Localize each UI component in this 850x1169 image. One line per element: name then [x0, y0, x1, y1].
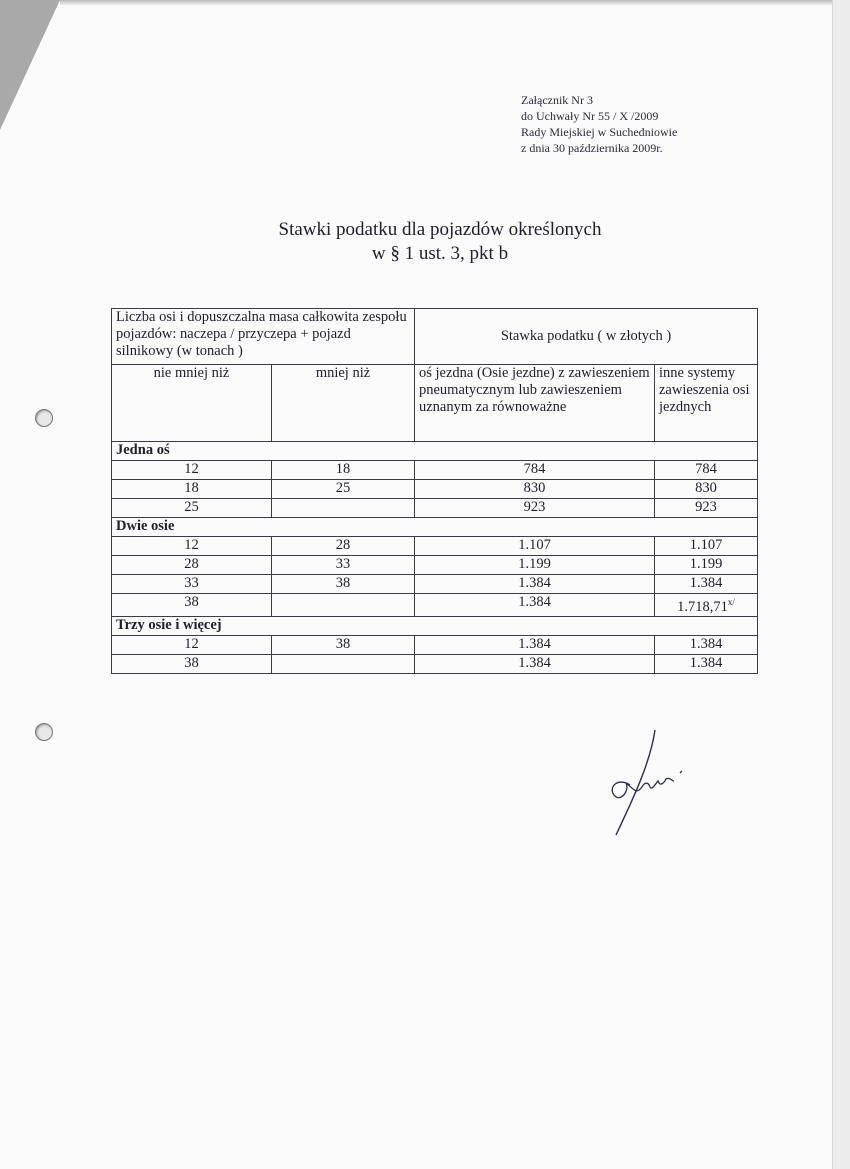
- annex-header: [521, 92, 677, 156]
- cell-other: [655, 537, 758, 556]
- cell-pneumatic: [415, 654, 655, 673]
- section-row: [112, 518, 758, 537]
- cell-max: [272, 654, 415, 673]
- table-row: [112, 594, 758, 617]
- cell-value: 1.199: [518, 556, 551, 572]
- cell-value: 12: [184, 461, 199, 477]
- cell-max: [272, 537, 415, 556]
- annex-line: do Uchwały Nr 55 / X /2009: [521, 109, 659, 123]
- section-row: [112, 616, 758, 635]
- cell-value: 784: [523, 461, 546, 477]
- cell-value: 1.384: [518, 594, 551, 610]
- footnote-mark: x/: [727, 597, 735, 607]
- table-row: [112, 635, 758, 654]
- cell-value: 1.384: [689, 654, 723, 671]
- cell-pneumatic: [415, 575, 655, 594]
- cell-pneumatic: [415, 556, 655, 575]
- section-label: Jedna oś: [112, 442, 758, 461]
- cell-min: [112, 635, 272, 654]
- section-label: Trzy osie i więcej: [112, 616, 758, 635]
- section-label: Dwie osie: [112, 518, 758, 537]
- table-row: [112, 537, 758, 556]
- cell-value: 1.107: [518, 537, 551, 553]
- header-other: inne systemy zawieszenia osi jezdnych: [655, 365, 758, 442]
- cell-value: 1.384: [689, 575, 723, 591]
- cell-other: [655, 461, 758, 480]
- cell-min: [112, 537, 272, 556]
- cell-max: [272, 594, 415, 617]
- header-tax-rate: Stawka podatku ( w złotych ): [415, 309, 758, 365]
- table-row: [112, 654, 758, 673]
- header-pneumatic: oś jezdna (Osie jezdne) z zawieszeniem pneumatycznym lub zawieszeniem uznanym za równoważne: [415, 365, 655, 442]
- cell-pneumatic: [415, 635, 655, 654]
- cell-min: [112, 556, 272, 575]
- cell-value: 1.384: [518, 654, 551, 671]
- cell-other: [655, 654, 758, 673]
- cell-max: [272, 499, 415, 518]
- header-min: nie mniej niż: [112, 365, 272, 442]
- punch-hole: [35, 409, 53, 427]
- table-row: [112, 575, 758, 594]
- cell-value: 1.384: [518, 575, 551, 591]
- cell-value: 38: [184, 594, 199, 610]
- cell-max: [272, 575, 415, 594]
- cell-value: 38: [184, 654, 199, 671]
- section-row: [112, 442, 758, 461]
- cell-max: [272, 635, 415, 654]
- cell-value: 830: [695, 480, 717, 496]
- cell-value: 12: [184, 635, 199, 652]
- cell-max: [272, 461, 415, 480]
- cell-value: 18: [335, 461, 351, 477]
- header-axles-mass: Liczba osi i dopuszczalna masa całkowita zespołu pojazdów: naczepa / przyczepa + pojazd silnikowy (w tonach ): [112, 309, 415, 365]
- cell-value: 33: [335, 556, 351, 572]
- cell-pneumatic: [415, 461, 655, 480]
- cell-value: 923: [695, 499, 717, 515]
- document-subtitle: w § 1 ust. 3, pkt b: [371, 243, 509, 264]
- cell-min: [112, 594, 272, 617]
- cell-other: [655, 499, 758, 518]
- cell-value: 12: [184, 537, 199, 553]
- cell-min: [112, 461, 272, 480]
- cell-min: [112, 480, 272, 499]
- cell-value: 784: [695, 461, 717, 477]
- annex-line: z dnia 30 października 2009r.: [521, 141, 663, 155]
- cell-value: 38: [335, 635, 351, 652]
- cell-value: 38: [335, 575, 351, 591]
- document-title: Stawki podatku dla pojazdów określonych: [278, 219, 602, 240]
- tax-rates-table: [111, 308, 758, 674]
- table-row: [112, 499, 758, 518]
- cell-value: 1.384: [518, 635, 551, 652]
- cell-other: [655, 594, 758, 617]
- cell-value: 923: [523, 499, 546, 515]
- cell-value: 1.384: [689, 635, 723, 652]
- cell-pneumatic: [415, 499, 655, 518]
- cell-min: [112, 575, 272, 594]
- annex-line: Rady Miejskiej w Suchedniowie: [521, 125, 678, 139]
- cell-value: 830: [523, 480, 546, 496]
- cell-value: 28: [335, 537, 351, 553]
- cell-value: 1.199: [689, 556, 723, 572]
- cell-max: [272, 480, 415, 499]
- scan-corner-shadow: [0, 0, 60, 130]
- cell-other: [655, 575, 758, 594]
- cell-value: 33: [184, 575, 199, 591]
- cell-value: 18: [184, 480, 199, 496]
- scan-top-edge: [60, 0, 832, 6]
- cell-pneumatic: [415, 480, 655, 499]
- cell-value: 28: [184, 556, 199, 572]
- cell-other: [655, 635, 758, 654]
- cell-value: 25: [335, 480, 351, 496]
- annex-line: Załącznik Nr 3: [521, 93, 593, 107]
- cell-other: [655, 480, 758, 499]
- cell-value: 1.718,71: [677, 598, 728, 615]
- cell-value: 25: [184, 499, 199, 515]
- cell-value: 1.107: [689, 537, 723, 553]
- punch-hole: [35, 723, 53, 741]
- cell-max: [272, 556, 415, 575]
- scan-edge: [832, 0, 850, 1169]
- cell-other: [655, 556, 758, 575]
- signature: [600, 725, 710, 845]
- cell-min: [112, 654, 272, 673]
- table-body: [112, 442, 758, 674]
- header-max: mniej niż: [272, 365, 415, 442]
- table-row: [112, 556, 758, 575]
- table-row: [112, 461, 758, 480]
- table-row: [112, 480, 758, 499]
- cell-pneumatic: [415, 594, 655, 617]
- cell-min: [112, 499, 272, 518]
- cell-pneumatic: [415, 537, 655, 556]
